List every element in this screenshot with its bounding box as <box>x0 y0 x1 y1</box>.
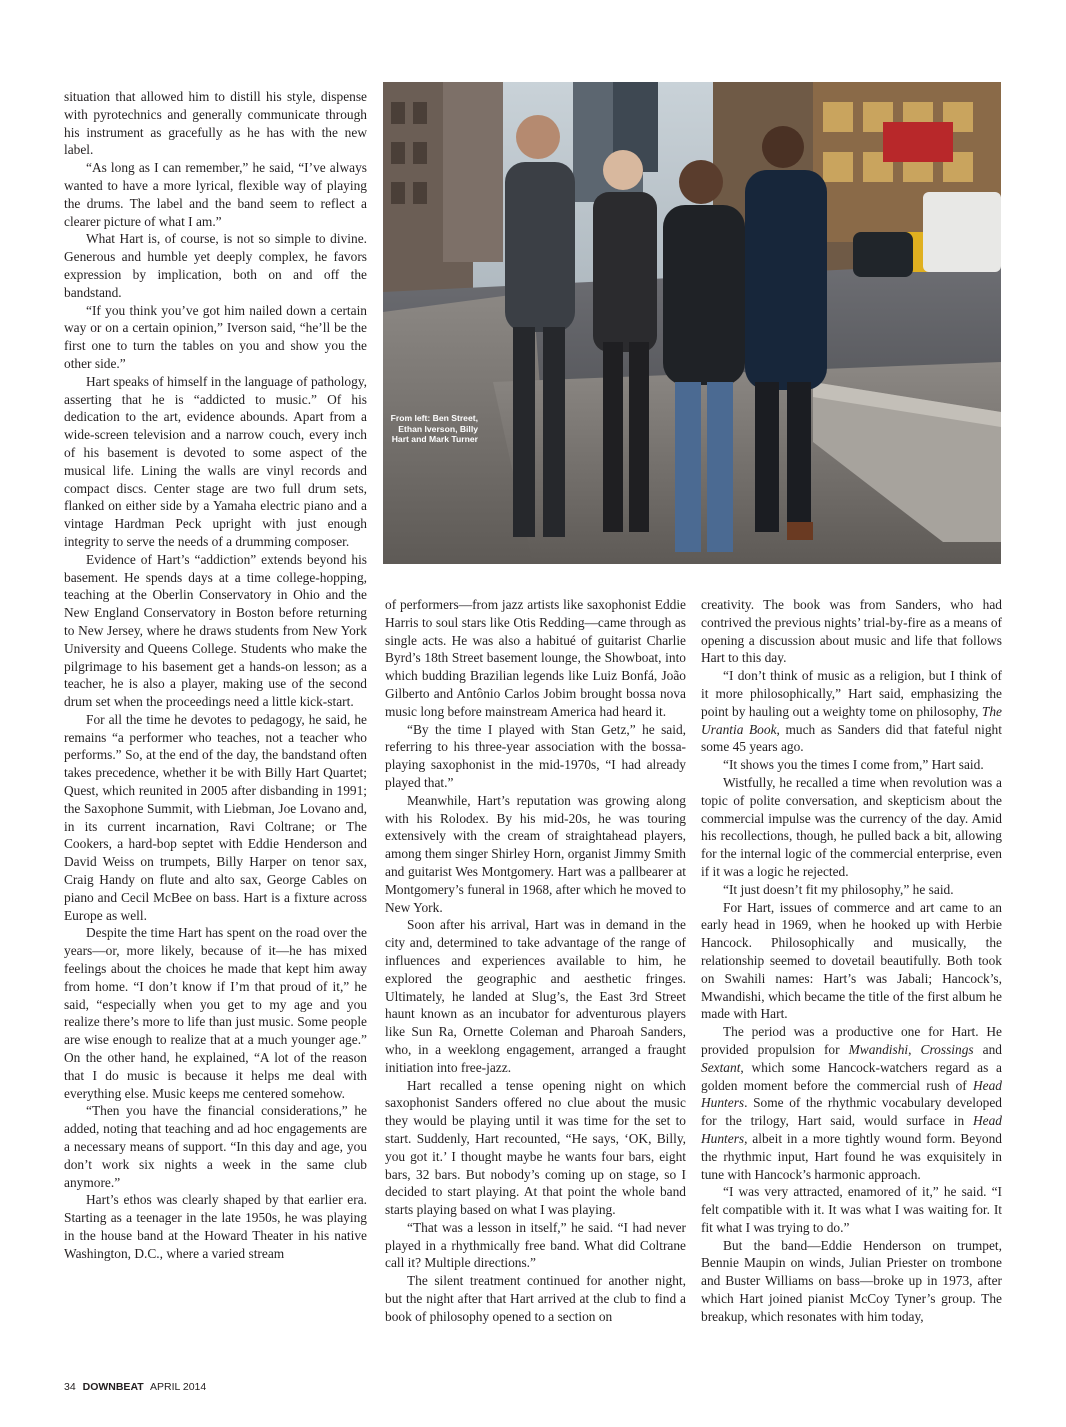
paragraph: “Then you have the financial considerations,” he added, noting that teaching and ad hoc engagements are a necessary means of support. “In this day and age, you don’t work six nights a week in the same club anymore.” <box>64 1103 367 1190</box>
paragraph: For all the time he devotes to pedagogy, he said, he remains “a performer who teaches, not a teacher who performs.” So, at the end of the day, the bandstand often takes precedence, whether it be with Billy Hart Quartet; Quest, which reunited in 2005 after disbanding in 1991; the Saxophone Summit, with Liebman, Joe Lovano and, in its current incarnation, Ravi Coltrane; or The Cookers, a hard-bop septet with Eddie Henderson and David Weiss on trumpets, Billy Harper on tenor sax, Craig Handy on flute and alto sax, George Cables on piano and Cecil McBee on bass. Hart is a fixture across Europe as well. <box>64 711 367 923</box>
paragraph: Evidence of Hart’s “addiction” extends beyond his basement. He spends days at a time college-hopping, teaching at the Oberlin Conservatory in Ohio and the New England Conservatory in Boston before returning to New Jersey, where he draws students from New York University and Queens College. Students who make the pilgrimage to his basement get a hands-on lesson; as a teacher, he is also a player, making use of the second drum set when the proceedings need a little kick-start. <box>64 551 367 710</box>
paragraph: For Hart, issues of commerce and art came to an early head in 1969, when he hooked up with Herbie Hancock. Philosophically and musically, the relationship seemed to dovetail beautifully. Both took on Swahili names: Hart’s was Jabali; Hancock’s, Mwandishi, which became the title of the first album he made with Hart. <box>701 899 1002 1022</box>
paragraph: Hart’s ethos was clearly shaped by that earlier era. Starting as a teenager in the late 1950s, he was playing in the house band at the Howard Theater in his native Washington, D.C., where a varied stream <box>64 1192 367 1261</box>
paragraph: What Hart is, of course, is not so simple to divine. Generous and humble yet deeply complex, he favors expression by implication, both on and off the bandstand. <box>64 231 367 300</box>
band-photo <box>383 82 1001 564</box>
paragraph: creativity. The book was from Sanders, who had contrived the previous nights’ trial-by-fire as a means of opening a discussion about music and life that follows Hart to this day. <box>701 597 1002 666</box>
paragraph: “I was very attracted, enamored of it,” he said. “I felt compatible with it. It was what I was waiting for. It fit what I was trying to do.” <box>701 1184 1002 1235</box>
street-photo-illustration <box>383 82 1001 564</box>
paragraph: “As long as I can remember,” he said, “I’ve always wanted to have a more lyrical, flexible way of playing the drums. The label and the band seem to reflect a clearer picture of what I am.” <box>64 160 367 229</box>
paragraph: “If you think you’ve got him nailed down a certain way or on a certain opinion,” Iverson said, “he’ll be the first one to turn the tables on you and show you the other side.” <box>64 302 367 371</box>
paragraph: The period was a productive one for Hart. He provided propulsion for Mwandishi, Crossings and Sextant, which some Hancock-watchers regard as a golden moment before the commercial rush of Head Hunters. Some of the rhythmic vocabulary developed for the trilogy, Hart said, would surface in Head Hunters, albeit in a more tightly wound form. Beyond the rhythmic input, Hart found he was exquisitely in tune with Hancock’s harmonic approach. <box>701 1024 1002 1182</box>
paragraph: Hart speaks of himself in the language of pathology, asserting that he is “addicted to music.” Of his dedication to the art, evidence abounds. Apart from a wide-screen television and a narrow couch, every inch of his basement is devoted to some aspect of the musical life. Lining the walls are vinyl records and compact discs. Center stage are two full drum sets, flanked on either side by a Yamaha electric piano and a vintage Hardman Peck upright with just enough integrity to serve the needs of a drumming composer. <box>64 373 367 549</box>
paragraph: “By the time I played with Stan Getz,” he said, referring to his three-year association with the bossa-playing saxophonist in the mid-1970s, “I had already played that.” <box>385 721 686 790</box>
article-column-3 <box>701 596 1002 1326</box>
paragraph: Hart recalled a tense opening night on which saxophonist Sanders offered no clue about the music they would be playing until it was time for the set to start. Suddenly, Hart recounted, “He says, ‘OK, Billy, you got it.’ I thought maybe he wants four bars, eight bars, 32 bars. But nobody’s coming up on stage, so I decided to start playing. At that point the whole band starts playing based on what I was playing. <box>385 1077 686 1218</box>
paragraph: Wistfully, he recalled a time when revolution was a topic of polite conversation, and skepticism about the commercial impulse was the currency of the day. Amid his recollections, though, he pulled back a bit, allowing for the internal logic of the commercial enterprise, even if it was a logic he rejected. <box>701 774 1002 879</box>
photo-caption: From left: Ben Street, Ethan Iverson, Billy Hart and Mark Turner <box>390 413 478 445</box>
paragraph: situation that allowed him to distill his style, dispense with pyrotechnics and generally communicate through his instrument as gracefully as he has with the new label. <box>64 89 367 158</box>
paragraph: Despite the time Hart has spent on the road over the years—or, more likely, because of it—he has mixed feelings about the choices he made that kept him away from home. “I don’t know if I’m that proud of it,” he said, “especially when you get to my age and you realize there’s more to life than just music. Some people are wise enough to realize that at a much younger age.” On the other hand, he explained, “A lot of the reason that I do music is because it helps me deal with everything else. Music keeps me centered somehow. <box>64 925 367 1101</box>
paragraph: of performers—from jazz artists like saxophonist Eddie Harris to soul stars like Otis Redding—came through as single acts. He was also a habitué of guitarist Charlie Byrd’s 18th Street basement lounge, the Showboat, into which budding Brazilian legends like Luiz Bonfá, João Gilberto and Antônio Carlos Jobim brought bossa nova music long before mainstream America had heard it. <box>385 597 686 719</box>
article-column-1 <box>64 88 367 1263</box>
paragraph: The silent treatment continued for another night, but the night after that Hart arrived at the club to find a book of philosophy opened to a section on <box>385 1273 686 1324</box>
paragraph: “It just doesn’t fit my philosophy,” he said. <box>723 881 954 897</box>
paragraph: Meanwhile, Hart’s reputation was growing along with his Rolodex. By his mid-20s, he was touring extensively with the cream of straightahead players, among them singer Shirley Horn, organist Jimmy Smith and guitarist Wes Montgomery. Hart was a pallbearer at Montgomery’s funeral in 1968, after which he moved to New York. <box>385 792 686 915</box>
photo-credit: © JOHN ROGERS/ECM <box>1012 464 1019 540</box>
issue-date: APRIL 2014 <box>150 1381 207 1393</box>
paragraph: “That was a lesson in itself,” he said. “I had never played in a rhythmically free band. What did Coltrane call it? Multiple directions.” <box>385 1219 686 1271</box>
paragraph: “I don’t think of music as a religion, but I think of it more philosophically,” Hart said, emphasizing the point by hauling out a weighty tome on philosophy, The Urantia Book, much as Sanders did that fateful night some 45 years ago. <box>701 668 1002 755</box>
publication-name: DOWNBEAT <box>82 1381 144 1393</box>
page-footer <box>64 1381 206 1393</box>
article-column-2 <box>385 596 686 1326</box>
paragraph: But the band—Eddie Henderson on trumpet, Bennie Maupin on winds, Julian Priester on trombone and Buster Williams on bass—broke up in 1973, after which Hart joined pianist McCoy Tyner’s group. The breakup, which resonates with him today, <box>701 1237 1002 1324</box>
paragraph: Soon after his arrival, Hart was in demand in the city and, determined to take advantage of the range of influences and experiences available to him, he explored the geographic and aesthetic fringes. Ultimately, he landed at Slug’s, the East 3rd Street haunt known as an incubator for adventurous players like Sun Ra, Ornette Coleman and Pharoah Sanders, who, in a weeklong engagement, arranged a fraught initiation into free-jazz. <box>385 917 686 1075</box>
paragraph: “It shows you the times I come from,” Hart said. <box>723 757 984 773</box>
page-number: 34 <box>64 1381 76 1393</box>
